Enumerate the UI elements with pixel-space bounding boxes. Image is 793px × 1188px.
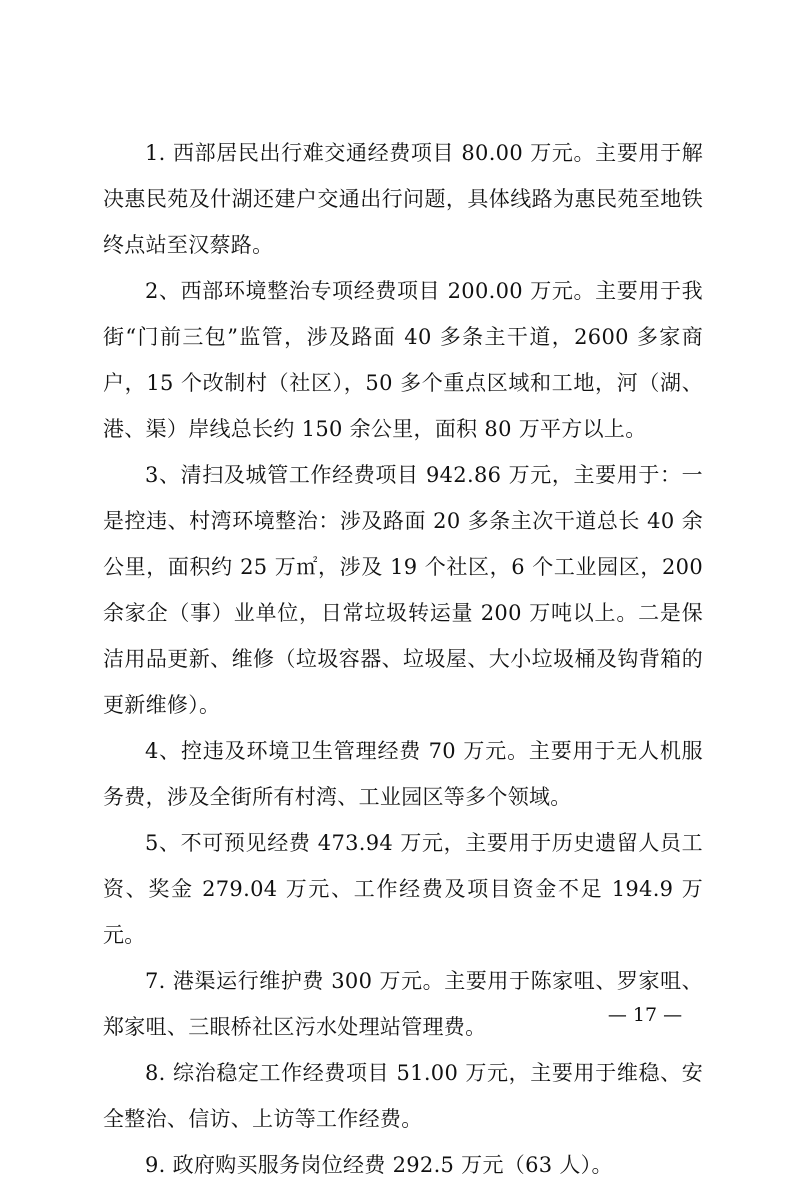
paragraph-item-1: 1. 西部居民出行难交通经费项目 80.00 万元。主要用于解决惠民苑及什湖还建户交通出行问题，具体线路为惠民苑至地铁终点站至汉蔡路。 (103, 141, 703, 257)
paragraph-item-2: 2、西部环境整治专项经费项目 200.00 万元。主要用于我街“门前三包”监管，涉及路面 40 多条主干道，2600 多家商户，15 个改制村（社区），50 多个重点区域和工地，河（湖、港、渠）岸线总长约 150 余公里，面积 80 万平方以上。 (103, 279, 703, 441)
paragraph-item-4: 4、控违及环境卫生管理经费 70 万元。主要用于无人机服务费，涉及全街所有村湾、工业园区等多个领域。 (103, 739, 703, 809)
paragraph-item-5: 5、不可预见经费 473.94 万元，主要用于历史遗留人员工资、奖金 279.04 万元、工作经费及项目资金不足 194.9 万元。 (103, 831, 703, 947)
page-number: — 17 — (607, 1004, 683, 1026)
paragraph-item-8: 8. 综治稳定工作经费项目 51.00 万元，主要用于维稳、安全整治、信访、上访等工作经费。 (103, 1061, 703, 1131)
paragraph-item-9: 9. 政府购买服务岗位经费 292.5 万元（63 人）。 (145, 1153, 613, 1177)
paragraph-item-7: 7. 港渠运行维护费 300 万元。主要用于陈家咀、罗家咀、郑家咀、三眼桥社区污水处理站管理费。 (103, 969, 703, 1039)
paragraph-item-3: 3、清扫及城管工作经费项目 942.86 万元，主要用于：一是控违、村湾环境整治：涉及路面 20 多条主次干道总长 40 余公里，面积约 25 万㎡，涉及 19 个社区，6 个工业园区，200 余家企（事）业单位，日常垃圾转运量 200 万吨以上。二是保洁用品更新、维修（垃圾容器、垃圾屋、大小垃圾桶及钩背箱的更新维修）。 (103, 463, 703, 717)
document-body (103, 130, 703, 1188)
